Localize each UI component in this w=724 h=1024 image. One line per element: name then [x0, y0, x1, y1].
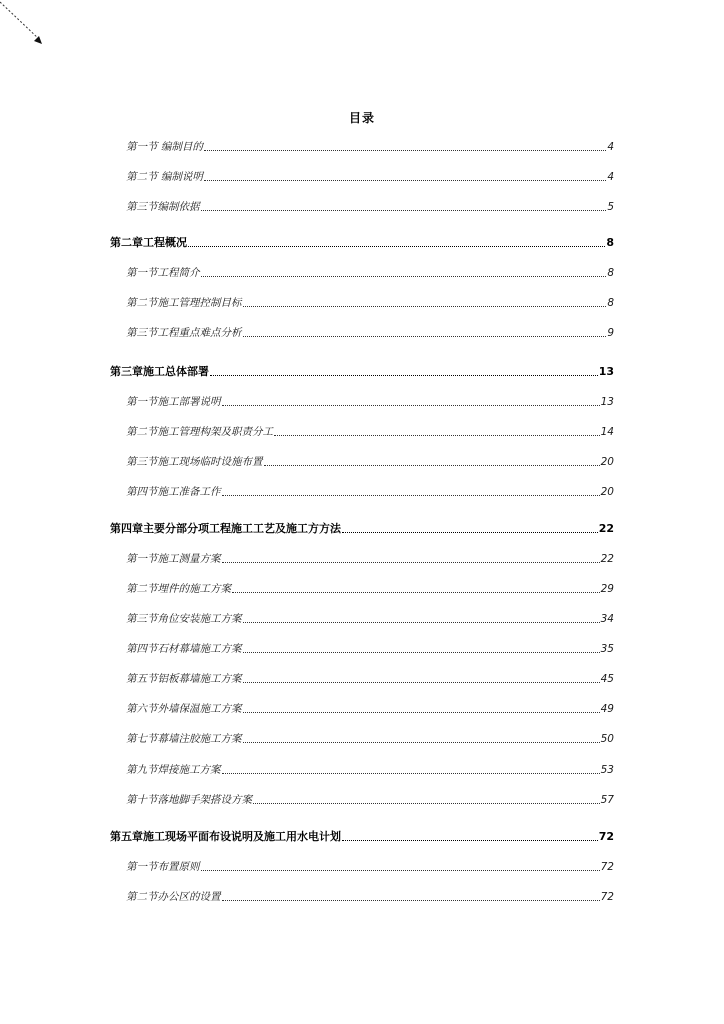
toc-section-entry[interactable]: [126, 454, 614, 470]
toc-entry-page-number: 20: [600, 486, 614, 498]
toc-chapter-entry[interactable]: [110, 521, 614, 537]
toc-entry-label: 第一节工程简介: [126, 267, 200, 279]
toc-section-entry[interactable]: [126, 551, 614, 567]
toc-entry-page-number: 22: [600, 553, 614, 565]
toc-entry-label: 第二节 编制说明: [126, 171, 203, 183]
toc-entry-label: 第二节施工管理控制目标: [126, 297, 242, 309]
toc-section-entry[interactable]: [126, 641, 614, 657]
toc-entry-label: 第九节焊接施工方案: [126, 764, 221, 776]
toc-entry-label: 第七节幕墙注胶施工方案: [126, 733, 242, 745]
dot-leader: [243, 742, 600, 743]
toc-entry-page-number: 50: [600, 733, 614, 745]
toc-entry-page-number: 4: [607, 141, 614, 153]
dot-leader: [243, 622, 600, 623]
toc-entry-page-number: 72: [600, 891, 614, 903]
dot-leader: [201, 870, 600, 871]
toc-section-entry[interactable]: [126, 762, 614, 778]
toc-section-entry[interactable]: [126, 394, 614, 410]
dot-leader: [210, 375, 598, 376]
toc-entry-label: 第二节施工管理构架及职责分工: [126, 426, 273, 438]
toc-entry-page-number: 8: [607, 267, 614, 279]
dot-leader: [243, 652, 600, 653]
toc-section-entry[interactable]: [126, 424, 614, 440]
toc-section-entry[interactable]: [126, 792, 614, 808]
toc-entry-label: 第一节施工测量方案: [126, 553, 221, 565]
toc-section-entry[interactable]: [126, 199, 614, 215]
dot-leader: [222, 900, 600, 901]
toc-entry-label: 第二节办公区的设置: [126, 891, 221, 903]
toc-section-entry[interactable]: [126, 484, 614, 500]
dot-leader: [204, 150, 606, 151]
toc-entry-page-number: 53: [600, 764, 614, 776]
toc-entry-label: 第四节石材幕墙施工方案: [126, 643, 242, 655]
toc-entry-page-number: 8: [606, 236, 614, 249]
dot-leader: [243, 336, 607, 337]
toc-section-entry[interactable]: [126, 731, 614, 747]
toc-entry-label: 第一节 编制目的: [126, 141, 203, 153]
dot-leader: [243, 306, 607, 307]
toc-section-entry[interactable]: [126, 581, 614, 597]
toc-entry-page-number: 57: [600, 794, 614, 806]
toc-section-entry[interactable]: [126, 611, 614, 627]
toc-entry-page-number: 8: [607, 297, 614, 309]
dot-leader: [243, 712, 600, 713]
toc-entry-label: 第二章工程概况: [110, 236, 187, 249]
toc-entry-page-number: 35: [600, 643, 614, 655]
dot-leader: [342, 532, 598, 533]
dot-leader: [188, 246, 605, 247]
toc-chapter-entry[interactable]: [110, 364, 614, 380]
dot-leader: [232, 592, 600, 593]
dot-leader: [201, 276, 607, 277]
dot-leader: [222, 495, 600, 496]
toc-section-entry[interactable]: [126, 671, 614, 687]
toc-entry-page-number: 4: [607, 171, 614, 183]
toc-section-entry[interactable]: [126, 701, 614, 717]
toc-entry-page-number: 72: [600, 861, 614, 873]
toc-entry-label: 第一节施工部署说明: [126, 396, 221, 408]
toc-entry-label: 第五章施工现场平面布设说明及施工用水电计划: [110, 830, 341, 843]
toc-entry-page-number: 45: [600, 673, 614, 685]
toc-entry-page-number: 13: [600, 396, 614, 408]
dot-leader: [222, 405, 600, 406]
toc-entry-page-number: 5: [607, 201, 614, 213]
toc-entry-page-number: 34: [600, 613, 614, 625]
toc-entry-label: 第三节编制依据: [126, 201, 200, 213]
dot-leader: [243, 682, 600, 683]
toc-title: 目录: [348, 111, 375, 125]
toc-entry-page-number: 14: [600, 426, 614, 438]
toc-section-entry[interactable]: [126, 325, 614, 341]
dot-leader: [274, 435, 600, 436]
toc-section-entry[interactable]: [126, 265, 614, 281]
toc-entry-page-number: 9: [607, 327, 614, 339]
toc-chapter-entry[interactable]: [110, 235, 614, 251]
toc-section-entry[interactable]: [126, 889, 614, 905]
dot-leader: [264, 465, 600, 466]
dot-leader: [222, 562, 600, 563]
toc-section-entry[interactable]: [126, 139, 614, 155]
toc-entry-label: 第四节施工准备工作: [126, 486, 221, 498]
toc-chapter-entry[interactable]: [110, 829, 614, 845]
toc-entry-label: 第五节铝板幕墙施工方案: [126, 673, 242, 685]
dot-leader: [253, 803, 600, 804]
dot-leader: [201, 210, 607, 211]
toc-entry-label: 第一节布置原则: [126, 861, 200, 873]
toc-section-entry[interactable]: [126, 295, 614, 311]
toc-entry-label: 第四章主要分部分项工程施工工艺及施工方方法: [110, 522, 341, 535]
toc-entry-page-number: 22: [598, 522, 614, 535]
toc-entry-label: 第二节埋件的施工方案: [126, 583, 231, 595]
toc-entry-label: 第三节施工现场临时设施布置: [126, 456, 263, 468]
dot-leader: [222, 773, 600, 774]
toc-entry-label: 第三章施工总体部署: [110, 365, 209, 378]
dot-leader: [204, 180, 606, 181]
toc-entry-page-number: 49: [600, 703, 614, 715]
toc-entry-page-number: 72: [598, 830, 614, 843]
toc-entry-page-number: 20: [600, 456, 614, 468]
toc-section-entry[interactable]: [126, 859, 614, 875]
toc-section-entry[interactable]: [126, 169, 614, 185]
toc-entry-page-number: 13: [598, 365, 614, 378]
toc-entry-label: 第十节落地脚手架搭设方案: [126, 794, 252, 806]
toc-entry-label: 第三节角位安装施工方案: [126, 613, 242, 625]
toc-entry-page-number: 29: [600, 583, 614, 595]
dot-leader: [342, 840, 598, 841]
toc-entry-label: 第六节外墙保温施工方案: [126, 703, 242, 715]
toc-entry-label: 第三节工程重点难点分析: [126, 327, 242, 339]
